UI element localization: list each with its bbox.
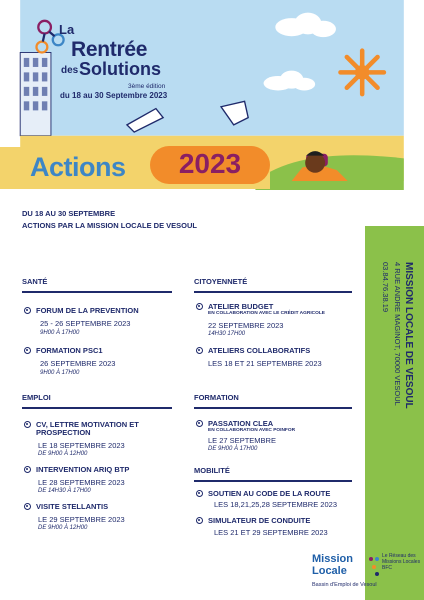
section-rule	[22, 407, 172, 409]
reseau-text: Le Réseau des Missions Locales BFC	[382, 553, 421, 571]
item-date: LES 18,21,25,28 SEPTEMBRE 2023	[214, 500, 337, 509]
item-title: FORUM DE LA PREVENTION	[36, 306, 139, 315]
actions-heading: Actions	[30, 152, 126, 182]
bullet-icon	[24, 347, 31, 354]
item-hours: DE 9H00 À 12H00	[38, 525, 88, 531]
section-title: SANTÉ	[22, 277, 48, 286]
item-date: LES 18 ET 21 SEPTEMBRE 2023	[208, 359, 322, 368]
intro-line-1: DU 18 AU 30 SEPTEMBRE	[22, 209, 116, 218]
item-title: SOUTIEN AU CODE DE LA ROUTE	[208, 489, 331, 498]
logo-rentree: Rentrée	[71, 38, 148, 61]
section-rule	[194, 480, 352, 482]
ribbon-address: 4 RUE ANDRE MAGINOT, 70000 VESOUL	[393, 262, 402, 406]
item-date: 25 - 26 SEPTEMBRE 2023	[40, 319, 131, 328]
bullet-icon	[196, 420, 203, 427]
bullet-icon	[196, 303, 203, 310]
item-date: LE 27 SEPTEMBRE	[208, 436, 276, 445]
item-date: 26 SEPTEMBRE 2023	[40, 359, 116, 368]
reseau-people-icon	[368, 555, 380, 577]
item-title-line-2: PROSPECTION	[36, 428, 91, 437]
logo-la: La	[59, 22, 75, 37]
mission-locale-logo	[312, 553, 377, 599]
section-mobilite	[194, 466, 352, 482]
section-title: CITOYENNETÉ	[194, 277, 248, 286]
item-subtitle: EN COLLABORATION AVEC LE CRÉDIT AGRICOLE	[208, 311, 325, 316]
logo-mission: Mission	[312, 553, 353, 565]
item-hours: DE 9H00 À 17H00	[208, 446, 258, 452]
item-title: FORMATION PSC1	[36, 346, 103, 355]
rentree-solutions-logo	[14, 14, 204, 100]
intro-line-2: ACTIONS PAR LA MISSION LOCALE DE VESOUL	[22, 221, 198, 230]
section-title: FORMATION	[194, 393, 239, 402]
item-date: LE 29 SEPTEMBRE 2023	[38, 515, 125, 524]
bullet-icon	[24, 503, 31, 510]
ribbon-phone: 03.84.76.38.19	[381, 262, 390, 313]
logo-des: des	[61, 65, 79, 76]
bullet-icon	[196, 347, 203, 354]
item-hours: 9H00 À 17H00	[40, 370, 80, 376]
intro	[22, 208, 197, 232]
item-title: ATELIERS COLLABORATIFS	[208, 346, 311, 355]
bullet-icon	[196, 517, 203, 524]
bullet-icon	[24, 421, 31, 428]
section-citoyennete	[194, 277, 352, 293]
item-hours: DE 14H30 À 17H00	[38, 488, 91, 494]
section-title: MOBILITÉ	[194, 466, 230, 475]
section-sante	[22, 277, 172, 293]
item-date: 22 SEPTEMBRE 2023	[208, 321, 284, 330]
item-title: CV, LETTRE MOTIVATION ET	[36, 420, 139, 429]
logo-edition: 3ème édition	[128, 83, 166, 90]
item-hours: 9H00 À 17H00	[40, 330, 80, 336]
logo-locale: Locale	[312, 565, 347, 577]
item-date: LES 21 ET 29 SEPTEMBRE 2023	[214, 528, 328, 537]
item-hours: 14H30 17H00	[208, 331, 246, 337]
logo-dates: du 18 au 30 Septembre 2023	[60, 91, 168, 100]
item-title: PASSATION CLEA	[208, 419, 274, 428]
bullet-icon	[196, 490, 203, 497]
logo-bassin: Bassin d'Emploi de Vesoul	[312, 582, 377, 588]
item-date: LE 18 SEPTEMBRE 2023	[38, 441, 125, 450]
section-rule	[22, 291, 172, 293]
section-formation	[194, 393, 352, 409]
logo-solutions: Solutions	[79, 59, 161, 79]
year-text: 2023	[178, 148, 242, 179]
item-hours: DE 9H00 À 12H00	[38, 451, 88, 457]
item-title: VISITE STELLANTIS	[36, 502, 109, 511]
ribbon-name: MISSION LOCALE DE VESOUL	[403, 262, 414, 409]
section-rule	[194, 407, 352, 409]
item-subtitle: EN COLLABORATION AVEC POINFOR	[208, 428, 296, 433]
item-date: LE 28 SEPTEMBRE 2023	[38, 478, 125, 487]
bullet-icon	[24, 307, 31, 314]
reseau-logo	[368, 553, 424, 583]
item-title: SIMULATEUR DE CONDUITE	[208, 516, 311, 525]
section-rule	[194, 291, 352, 293]
item-title: INTERVENTION ARIQ BTP	[36, 465, 130, 474]
section-emploi	[22, 393, 172, 409]
section-title: EMPLOI	[22, 393, 51, 402]
bullet-icon	[24, 466, 31, 473]
item-title: ATELIER BUDGET	[208, 302, 274, 311]
